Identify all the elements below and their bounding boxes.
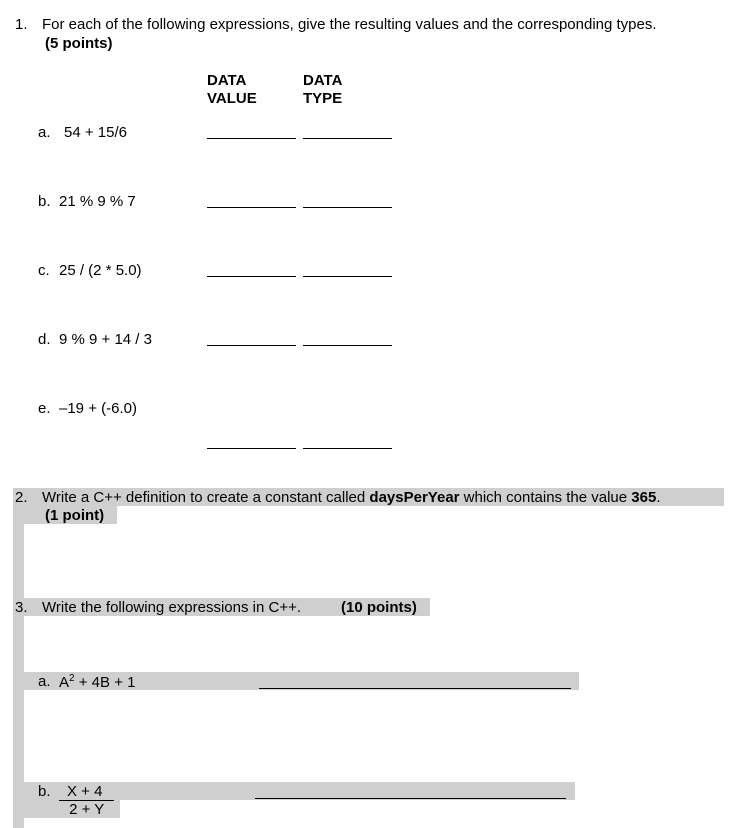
col-type-header-line2: TYPE [303, 90, 343, 107]
q1-points: (5 points) [45, 35, 113, 52]
col-value-header-line1: DATA [207, 72, 247, 89]
q2-value: 365 [631, 489, 657, 506]
q2-text-before: Write a C++ definition to create a constant called [42, 489, 370, 506]
item-b-value-blank[interactable] [207, 207, 296, 208]
q3-points: (10 points) [341, 599, 417, 616]
col-type-header-line1: DATA [303, 72, 343, 89]
q1-number: 1. [15, 16, 28, 33]
item-b-label: b. [38, 193, 51, 210]
item-b-expression: 21 % 9 % 7 [59, 193, 136, 210]
q3b-denominator: 2 + Y [69, 801, 105, 818]
q3b-answer-blank[interactable] [255, 798, 566, 799]
q2-text-middle: which contains the value [459, 489, 632, 506]
q3-text: Write the following expressions in C++. [42, 599, 302, 616]
item-d-expression: 9 % 9 + 14 / 3 [59, 331, 152, 348]
q3a-expression [59, 673, 135, 691]
item-c-label: c. [38, 262, 50, 279]
item-e-expression: –19 + (-6.0) [59, 400, 137, 417]
item-d-label: d. [38, 331, 51, 348]
item-e-type-blank[interactable] [303, 448, 392, 449]
q3a-answer-blank[interactable] [259, 688, 571, 689]
q1-text: For each of the following expressions, give the resulting values and the corresponding types. [42, 16, 657, 33]
q3b-numerator: X + 4 [59, 783, 114, 801]
q2-points: (1 point) [45, 507, 105, 524]
q2-number: 2. [15, 489, 28, 506]
item-c-expression: 25 / (2 * 5.0) [59, 262, 142, 279]
item-b-type-blank[interactable] [303, 207, 392, 208]
item-a-label: a. [38, 124, 51, 141]
item-d-value-blank[interactable] [207, 345, 296, 346]
item-e-value-blank[interactable] [207, 448, 296, 449]
q3a-label: a. [38, 673, 51, 690]
col-value-header-line2: VALUE [207, 90, 257, 107]
item-e-label: e. [38, 400, 51, 417]
item-c-type-blank[interactable] [303, 276, 392, 277]
q3-number: 3. [15, 599, 28, 616]
item-a-value-blank[interactable] [207, 138, 296, 139]
item-d-type-blank[interactable] [303, 345, 392, 346]
q2-text [42, 489, 660, 506]
q2-text-end: . [656, 489, 661, 506]
item-c-value-blank[interactable] [207, 276, 296, 277]
item-a-type-blank[interactable] [303, 138, 392, 139]
item-a-expression: 54 + 15/6 [64, 124, 127, 141]
q3b-fraction [59, 783, 114, 818]
q3b-label: b. [38, 783, 51, 800]
q3a-rest: + 4B + 1 [74, 674, 136, 691]
q3a-exponent: 2 [69, 673, 75, 684]
q2-constant-name: daysPerYear [369, 489, 460, 506]
q3a-base: A [59, 674, 70, 691]
